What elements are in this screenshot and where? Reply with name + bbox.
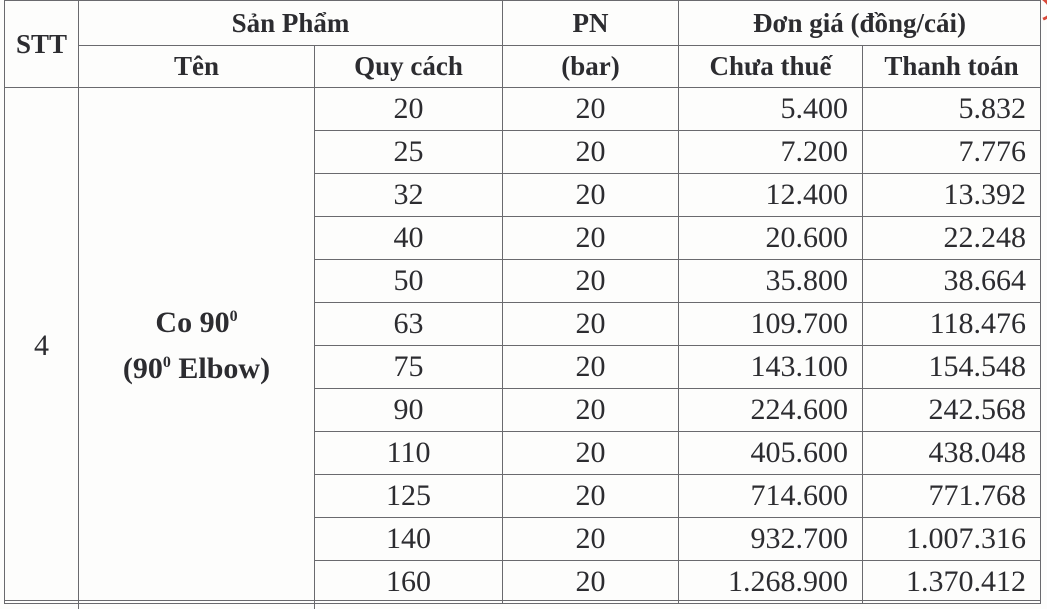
table-header [5,1,1041,88]
pn-cell: 20 [503,131,679,174]
pn-cell: 20 [503,389,679,432]
total-cell: 154.548 [863,346,1041,389]
degree-superscript-en: 0 [162,353,171,371]
total-cell: 438.048 [863,432,1041,475]
stt-cell: 4 [5,88,79,604]
spec-cell: 90 [315,389,503,432]
pn-header: PN [503,1,679,46]
spec-cell: 25 [315,131,503,174]
product-name-line2 [79,346,314,392]
pn-cell: 20 [503,303,679,346]
column-divider [314,601,315,609]
spec-cell: 140 [315,518,503,561]
name-header: Tên [79,46,315,88]
total-cell: 118.476 [863,303,1041,346]
price-table [4,0,1041,604]
product-name-en-rest: Elbow) [170,351,271,385]
header-row-2 [5,46,1041,88]
pn-cell: 20 [503,260,679,303]
pre-tax-cell: 12.400 [679,174,863,217]
total-cell: 7.776 [863,131,1041,174]
pre-tax-cell: 714.600 [679,475,863,518]
pre-tax-cell: 35.800 [679,260,863,303]
product-name-line1 [79,300,314,346]
header-row-1 [5,1,1041,46]
pre-tax-cell: 20.600 [679,217,863,260]
stt-header: STT [5,1,79,88]
total-cell: 13.392 [863,174,1041,217]
total-cell: 5.832 [863,88,1041,131]
spec-cell: 32 [315,174,503,217]
price-pre-tax-header: Chưa thuế [679,46,863,88]
pre-tax-cell: 143.100 [679,346,863,389]
spec-cell: 125 [315,475,503,518]
pn-cell: 20 [503,217,679,260]
table-body [5,88,1041,604]
total-cell: 38.664 [863,260,1041,303]
pre-tax-cell: 5.400 [679,88,863,131]
spec-cell: 40 [315,217,503,260]
pn-unit-header: (bar) [503,46,679,88]
pn-cell: 20 [503,475,679,518]
product-group-header: Sản Phẩm [79,1,503,46]
pre-tax-cell: 1.268.900 [679,561,863,604]
table-row [5,88,1041,131]
spec-cell: 20 [315,88,503,131]
next-section-rule [4,600,1040,609]
total-cell: 242.568 [863,389,1041,432]
pre-tax-cell: 932.700 [679,518,863,561]
spec-header: Quy cách [315,46,503,88]
spec-cell: 63 [315,303,503,346]
spec-cell: 75 [315,346,503,389]
spec-cell: 50 [315,260,503,303]
product-name-cell [79,88,315,604]
product-name-text: Co 90 [155,305,230,339]
pre-tax-cell: 405.600 [679,432,863,475]
pre-tax-cell: 224.600 [679,389,863,432]
pn-cell: 20 [503,88,679,131]
spec-cell: 110 [315,432,503,475]
total-cell: 771.768 [863,475,1041,518]
price-total-header: Thanh toán [863,46,1041,88]
pre-tax-cell: 109.700 [679,303,863,346]
pre-tax-cell: 7.200 [679,131,863,174]
pn-cell: 20 [503,346,679,389]
pn-cell: 20 [503,174,679,217]
pn-cell: 20 [503,432,679,475]
total-cell: 1.370.412 [863,561,1041,604]
total-cell: 1.007.316 [863,518,1041,561]
price-group-header: Đơn giá (đồng/cái) [679,1,1041,46]
pn-cell: 20 [503,561,679,604]
degree-superscript: 0 [229,307,238,325]
column-divider [78,601,79,609]
product-name-en-open: (90 [122,351,163,385]
spec-cell: 160 [315,561,503,604]
pn-cell: 20 [503,518,679,561]
total-cell: 22.248 [863,217,1041,260]
